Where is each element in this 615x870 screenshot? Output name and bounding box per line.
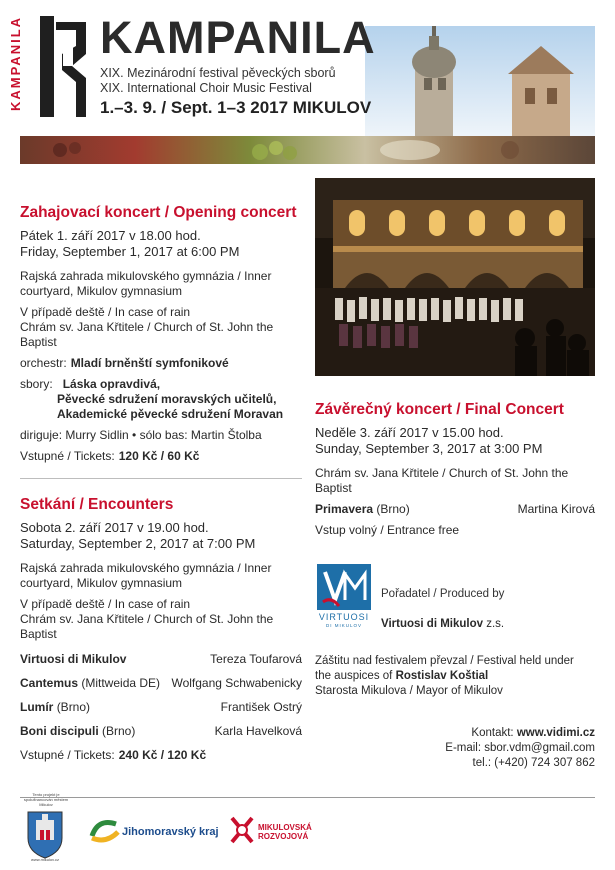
mr-line1: MIKULOVSKÁ [258, 823, 312, 832]
patron-line2 [315, 669, 605, 684]
logo-subtext: DI MIKULOV [325, 623, 363, 628]
contact-label: Kontakt: [471, 727, 514, 739]
tickets-label: Vstupné / Tickets: [20, 449, 115, 463]
encounters-rain-info [20, 597, 302, 642]
coat-url: www.mikulov.cz [31, 857, 59, 862]
patron-name: Rostislav Koštial [395, 670, 489, 682]
performer-conductor: Wolfgang Schwabenicky [171, 676, 302, 690]
encounters-tickets [20, 748, 302, 763]
tickets-label: Vstupné / Tickets: [20, 748, 115, 762]
performer-origin: (Brno) [102, 724, 136, 738]
choirs-label: sbory: [20, 377, 53, 391]
choir-item: Láska opravdivá, [62, 377, 161, 391]
performer-origin: (Brno) [376, 502, 410, 516]
subtitle-en: XIX. International Choir Music Festival [100, 81, 312, 95]
opening-concert-title: Zahajovací koncert / Opening concert [20, 204, 297, 221]
patron-block [315, 654, 605, 699]
opening-conductor: diriguje: Murry Sidlin • sólo bas: Martin Štolba [20, 428, 262, 442]
performer-row [20, 652, 302, 667]
opening-orchestra [20, 356, 302, 371]
opening-choirs [20, 377, 302, 422]
virtuosi-di-mikulov-logo [315, 562, 373, 630]
tickets-price: 120 Kč / 60 Kč [118, 449, 200, 463]
concert-photo [315, 178, 595, 376]
region-name: Jihomoravský kraj [122, 826, 219, 838]
performer-name: Primavera [315, 502, 374, 516]
orchestra-label: orchestr: [20, 356, 67, 370]
performer-name: Boni discipuli [20, 724, 99, 738]
opening-venue: Rajská zahrada mikulovského gymnázia / Inner courtyard, Mikulov gymnasium [20, 269, 272, 298]
produced-by-label: Pořadatel / Produced by [381, 588, 505, 600]
final-datetime [315, 425, 595, 457]
performer-name: Lumír [20, 700, 54, 714]
organizer-name-line [381, 618, 504, 630]
opening-rain-venue: Chrám sv. Jana Křtitele / Church of St. John the Baptist [20, 320, 274, 349]
performer-row [20, 676, 302, 691]
encounters-datetime [20, 520, 302, 552]
right-column [315, 402, 595, 544]
coat-caption: Tento projekt je spolufinancován městem Mikulov [23, 792, 69, 807]
performer-row [20, 724, 302, 739]
opening-rain-label: V případě deště / In case of rain [20, 305, 191, 319]
performer-row [20, 700, 302, 715]
opening-date-cz: Pátek 1. září 2017 v 18.00 hod. [20, 228, 201, 243]
final-venue: Chrám sv. Jana Křtitele / Church of St. John the Baptist [315, 466, 569, 495]
patron-line1: Záštitu nad festivalem převzal / Festival held under [315, 655, 574, 667]
organizer-name: Virtuosi di Mikulov [381, 618, 484, 630]
contact-phone: tel.: (+420) 724 307 862 [472, 757, 595, 769]
encounters-venue: Rajská zahrada mikulovského gymnázia / Inner courtyard, Mikulov gymnasium [20, 561, 272, 590]
mikulovska-rozvojova-text [258, 823, 312, 841]
grapes-wine-banner [20, 136, 595, 164]
performer-conductor: Karla Havelková [214, 724, 302, 738]
final-entry: Vstup volný / Entrance free [315, 523, 460, 537]
patron-line3: Starosta Mikulova / Mayor of Mikulov [315, 685, 503, 697]
patron-prefix: the auspices of [315, 670, 393, 682]
performer-conductor: František Ostrý [220, 700, 302, 714]
left-column [20, 205, 302, 769]
performer-name: Cantemus [20, 676, 79, 690]
encounters-rain-venue: Chrám sv. Jana Křtitele / Church of St. John the Baptist [20, 612, 274, 641]
final-date-en: Sunday, September 3, 2017 at 3:00 PM [315, 441, 543, 456]
contact-block [445, 726, 595, 771]
subtitle-cz: XIX. Mezinárodní festival pěveckých sborů [100, 66, 336, 80]
contact-web-line [445, 726, 595, 741]
website-link[interactable]: www.vidimi.cz [516, 727, 595, 739]
performer-conductor: Tereza Toufarová [210, 652, 302, 666]
final-date-cz: Neděle 3. září 2017 v 15.00 hod. [315, 425, 504, 440]
orchestra-name: Mladí brněnští symfonikové [70, 356, 229, 370]
encounters-date-en: Saturday, September 2, 2017 at 7:00 PM [20, 536, 256, 551]
tickets-price: 240 Kč / 120 Kč [118, 748, 207, 762]
opening-date-en: Friday, September 1, 2017 at 6:00 PM [20, 244, 240, 259]
festival-dates: 1.–3. 9. / Sept. 1–3 2017 MIKULOV [100, 98, 372, 117]
performer-origin: (Brno) [56, 700, 91, 714]
vertical-brand: KAMPANILA [8, 15, 23, 111]
mr-line2: ROZVOJOVÁ [258, 832, 309, 841]
mikulov-coat-of-arms [20, 800, 70, 862]
performer-row [315, 502, 595, 517]
encounters-rain-label: V případě deště / In case of rain [20, 597, 191, 611]
choir-item: Pěvecké sdružení moravských učitelů, [57, 392, 277, 406]
encounters-title: Setkání / Encounters [20, 496, 174, 513]
performer-conductor: Martina Kirová [517, 502, 595, 516]
contact-email[interactable]: E-mail: sbor.vdm@gmail.com [445, 742, 595, 754]
organizer-suffix: z.s. [486, 618, 505, 630]
choir-item: Akademické pěvecké sdružení Moravan [57, 407, 284, 421]
logo-text: VIRTUOSI [318, 612, 370, 622]
performer-name: Virtuosi di Mikulov [20, 652, 127, 666]
footer-divider [20, 797, 595, 798]
opening-datetime [20, 228, 302, 260]
opening-rain-info [20, 305, 302, 350]
encounters-date-cz: Sobota 2. září 2017 v 19.00 hod. [20, 520, 209, 535]
final-concert-title: Závěrečný koncert / Final Concert [315, 401, 564, 418]
festival-title: KAMPANILA [100, 12, 376, 63]
performer-origin: (Mittweida DE) [81, 676, 161, 690]
opening-tickets [20, 449, 302, 464]
header [0, 0, 615, 190]
section-divider [20, 478, 302, 479]
